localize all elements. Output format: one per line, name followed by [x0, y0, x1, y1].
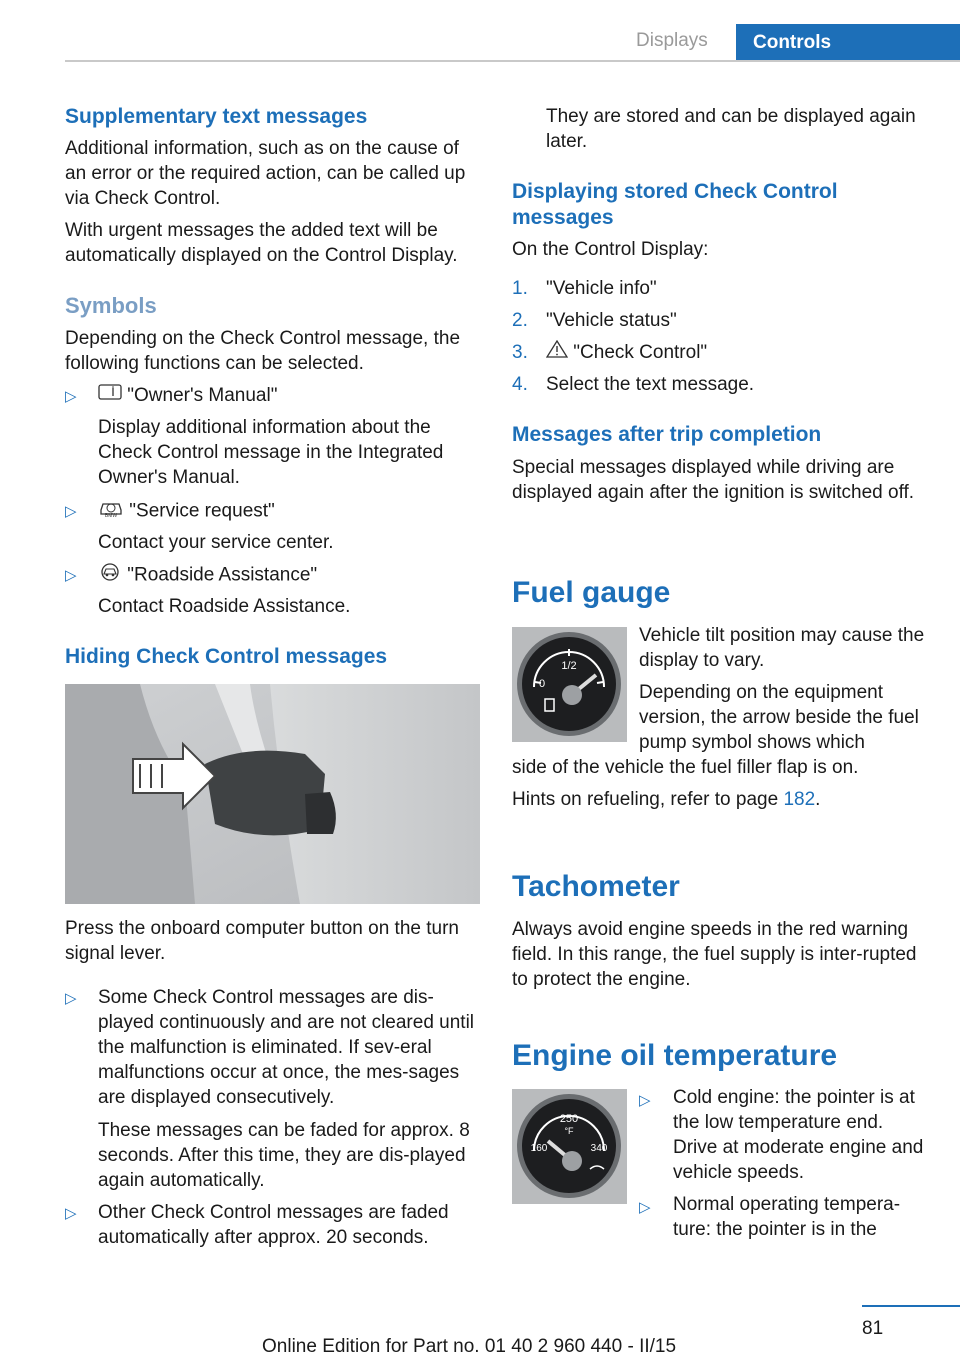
symbol-item-label: "Service request" [129, 500, 275, 522]
step-text: "Check Control" [573, 342, 708, 363]
step-3-text [546, 340, 707, 365]
manual-icon [98, 383, 122, 408]
triangle-bullet-icon: ▷ [65, 567, 77, 584]
triangle-bullet-icon: ▷ [65, 1205, 77, 1222]
supplementary-paragraph-2: With urgent messages the added text will be automatically displayed on the Control Display. [65, 220, 458, 266]
triangle-bullet-icon: ▷ [65, 990, 77, 1007]
oil-gauge-low-label: 160 [530, 1143, 548, 1154]
displaying-stored-heading: Displaying stored Check Control messages [512, 180, 838, 229]
fuel-paragraph-1: Vehicle tilt position may cause the display to vary. [639, 625, 925, 671]
hiding-heading: Hiding Check Control messages [65, 645, 388, 668]
turn-signal-lever-image [65, 684, 480, 904]
tachometer-paragraph: Always avoid engine speeds in the red warning field. In this range, the fuel supply is inter‐rupted to protect the engine. [512, 919, 917, 990]
trip-completion-heading: Messages after trip completion [512, 423, 822, 446]
oil-gauge-high-label: 340 [590, 1143, 608, 1154]
triangle-bullet-icon: ▷ [639, 1199, 651, 1216]
symbol-item-label: "Roadside Assistance" [127, 564, 318, 586]
symbol-item-service [98, 498, 488, 525]
symbol-item-desc: Display additional information about the Check Control message in the Integrated Owner's Manual. [98, 417, 444, 488]
bmw-service-icon [98, 498, 124, 525]
stored-paragraph: They are stored and can be displayed again later. [546, 106, 916, 152]
hiding-bullet-1-continued: These messages can be faded for approx. 8 seconds. After this time, they are dis‐played again automatically. [98, 1120, 470, 1191]
step-text: Select the text message. [546, 374, 755, 395]
footer-divider [862, 1305, 960, 1307]
triangle-bullet-icon: ▷ [639, 1092, 651, 1109]
hiding-paragraph: Press the onboard computer button on the turn signal lever. [65, 918, 459, 964]
oil-gauge-unit-label: °F [564, 1126, 574, 1136]
refueling-hint [512, 787, 932, 812]
header-chapter-tab: Controls [736, 24, 960, 62]
header-divider [65, 60, 960, 62]
step-number: 2. [512, 310, 528, 331]
symbol-item-desc: Contact Roadside Assistance. [98, 596, 351, 617]
step-text: "Vehicle status" [546, 310, 677, 331]
displaying-stored-paragraph: On the Control Display: [512, 239, 709, 260]
footer-edition: Online Edition for Part no. 01 40 2 960 440 - II/15 [262, 1336, 677, 1357]
symbol-item-manual [98, 383, 488, 408]
fuel-gauge-heading: Fuel gauge [512, 576, 671, 609]
supplementary-heading: Supplementary text messages [65, 105, 368, 128]
symbols-paragraph: Depending on the Check Control message, the following functions can be selected. [65, 328, 461, 374]
fuel-paragraph-2-end: side of the vehicle the fuel filler flap is on. [512, 757, 859, 778]
triangle-bullet-icon: ▷ [65, 503, 77, 520]
trip-completion-paragraph: Special messages displayed while driving are displayed again after the ignition is switched off. [512, 457, 915, 503]
symbol-item-roadside [98, 562, 488, 589]
header-section: Displays [636, 30, 708, 51]
refueling-hint-text: Hints on refueling, refer to page [512, 789, 784, 810]
step-text: "Vehicle info" [546, 278, 657, 299]
refueling-hint-period: . [815, 789, 821, 810]
hiding-bullet-2: Other Check Control messages are faded automatically after approx. 20 seconds. [98, 1202, 449, 1248]
roadside-assistance-icon [98, 562, 122, 589]
oil-gauge-mid-label: 250 [559, 1113, 579, 1125]
oil-temperature-gauge-image [512, 1089, 627, 1204]
symbol-item-label: "Owner's Manual" [127, 385, 278, 406]
fuel-paragraph-2-start: Depending on the equipment version, the arrow beside the fuel pump symbol shows which [639, 682, 919, 753]
warning-triangle-icon [546, 340, 568, 365]
step-number: 4. [512, 374, 528, 395]
tachometer-heading: Tachometer [512, 870, 680, 903]
fuel-gauge-zero-label: 0 [538, 678, 546, 690]
step-number: 1. [512, 278, 528, 299]
oil-bullet-1: Cold engine: the pointer is at the low temperature end. Drive at moderate engine and vehicle speeds. [673, 1087, 924, 1183]
page-reference-link[interactable]: 182 [783, 789, 816, 810]
symbols-heading: Symbols [65, 293, 157, 318]
supplementary-paragraph-1: Additional information, such as on the cause of an error or the required action, can be called up via Check Control. [65, 138, 466, 209]
step-number: 3. [512, 342, 528, 363]
oil-bullet-2: Normal operating tempera‐ture: the pointer is in the [673, 1194, 901, 1240]
page-number: 81 [862, 1318, 884, 1339]
engine-oil-heading: Engine oil temperature [512, 1039, 838, 1072]
svg-text:BMW: BMW [104, 513, 118, 518]
triangle-bullet-icon: ▷ [65, 388, 77, 405]
symbol-item-desc: Contact your service center. [98, 532, 334, 553]
fuel-gauge-half-label: 1/2 [561, 660, 577, 672]
hiding-bullet-1: Some Check Control messages are dis‐played continuously and are not cleared until the malfunction is eliminated. If sev‐eral malfunctions occur at once, the mes‐sages are displayed consecutively. [98, 987, 475, 1108]
fuel-gauge-image [512, 627, 627, 742]
